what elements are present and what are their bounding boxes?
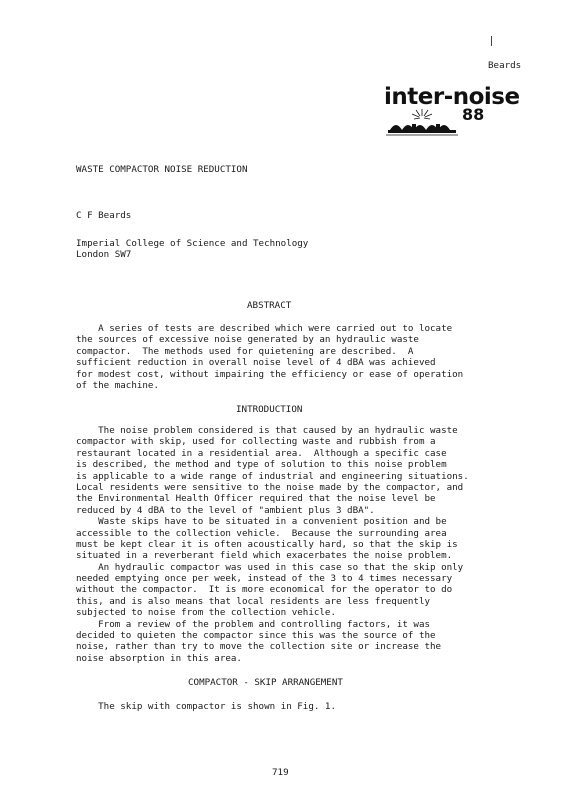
affiliation-line: Imperial College of Science and Technology xyxy=(76,238,309,249)
text-line: subjected to noise from the collection vehicle. xyxy=(76,607,336,619)
text-line: sufficient reduction in overall noise level of 4 dBA was achieved xyxy=(76,357,436,369)
text-line: compactor. The methods used for quietening are described. A xyxy=(76,345,414,357)
text-line: The noise problem considered is that caused by an hydraulic waste xyxy=(76,425,458,436)
abstract-heading: ABSTRACT xyxy=(247,300,292,311)
text-line: is described, the method and type of solution to this noise problem xyxy=(76,459,447,471)
paper-title: WASTE COMPACTOR NOISE REDUCTION xyxy=(76,164,248,175)
introduction-body xyxy=(76,425,496,664)
text-line: reduced by 4 dBA to the level of "ambient plus 3 dBA". xyxy=(76,504,375,516)
text-line: is applicable to a wide range of industrial and engineering situations. xyxy=(76,470,469,482)
margin-mark xyxy=(491,36,494,46)
text-line: the sources of excessive noise generated by an hydraulic waste xyxy=(76,334,419,346)
text-line: From a review of the problem and controlling factors, it was xyxy=(76,618,431,630)
text-line: without the compactor. It is more economical for the operator to do xyxy=(76,584,453,596)
text-line: needed emptying once per week, instead of the 3 to 4 times necessary xyxy=(76,573,453,585)
text-line: decided to quieten the compactor since this was the source of the xyxy=(76,630,436,642)
text-line: An hydraulic compactor was used in this case so that the skip only xyxy=(76,561,464,573)
introduction-heading: INTRODUCTION xyxy=(236,404,303,415)
compactor-heading: COMPACTOR - SKIP ARRANGEMENT xyxy=(188,677,343,688)
text-line: The skip with compactor is shown in Fig. 1. xyxy=(76,701,336,712)
compactor-body xyxy=(76,701,496,712)
running-head: Beards xyxy=(488,60,522,71)
text-line: Waste skips have to be situated in a convenient position and be xyxy=(76,516,447,528)
text-line: noise, rather than try to move the collection site or increase the xyxy=(76,641,442,653)
text-line: this, and is also means that local residents are less frequently xyxy=(76,595,431,607)
text-line: Local residents were sensitive to the noise made by the compactor, and xyxy=(76,481,464,493)
text-line: noise absorption in this area. xyxy=(76,652,242,664)
text-line: compactor with skip, used for collecting waste and rubbish from a xyxy=(76,436,436,448)
conference-logo-icon xyxy=(382,108,462,138)
text-line: accessible to the collection vehicle. Because the surrounding area xyxy=(76,527,447,539)
text-line: for modest cost, without impairing the efficiency or ease of operation xyxy=(76,368,464,380)
text-line: the Environmental Health Officer required that the noise level be xyxy=(76,493,436,505)
text-line: restaurant located in a residential area. Although a specific case xyxy=(76,447,447,459)
conference-logo-year: 88 xyxy=(462,105,485,124)
page-number: 719 xyxy=(272,767,289,778)
text-line: must be kept clear it is often acoustically hard, so that the skip is xyxy=(76,538,458,550)
text-line: of the machine. xyxy=(76,379,159,391)
abstract-body xyxy=(76,323,496,391)
paper-author: C F Beards xyxy=(76,210,132,221)
text-line: situated in a reverberant field which exacerbates the noise problem. xyxy=(76,550,453,562)
conference-logo-text: inter-noise xyxy=(384,84,520,110)
affiliation-line: London SW7 xyxy=(76,249,132,260)
text-line: A series of tests are described which were carried out to locate xyxy=(76,323,453,334)
